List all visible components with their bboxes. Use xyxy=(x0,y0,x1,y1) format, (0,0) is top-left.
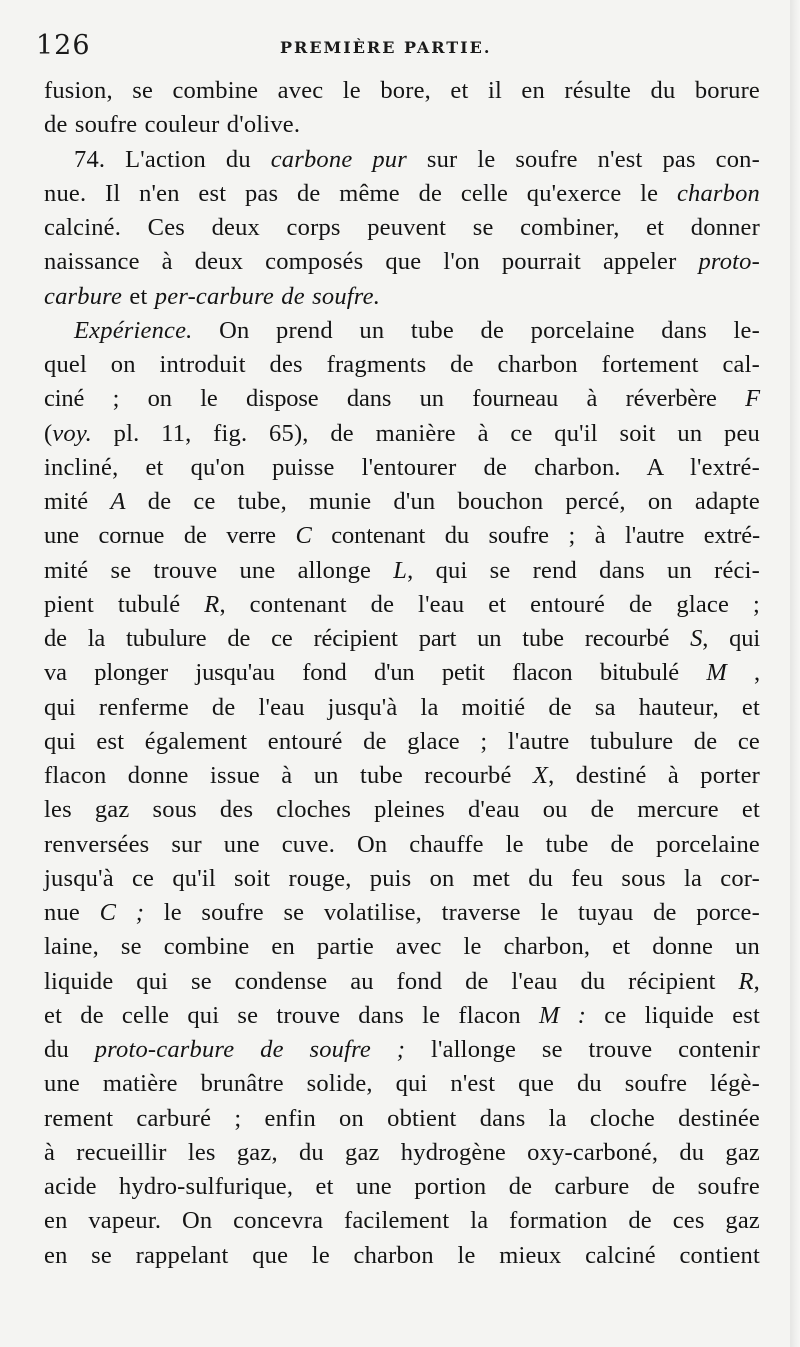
text-run: nue xyxy=(44,899,100,926)
text-run: du xyxy=(44,1036,95,1063)
italic-run: Expérience. xyxy=(74,316,193,344)
text-run: mité xyxy=(44,488,111,515)
text-line xyxy=(44,1239,760,1273)
text-line xyxy=(44,862,760,896)
text-run: acide hydro-sulfurique, et une portion de carbure de soufre xyxy=(44,1173,760,1200)
text-run: quel on introduit des fragments de charbon fortement cal- xyxy=(44,351,760,378)
text-run: et de celle qui se trouve dans le flacon xyxy=(44,1001,539,1029)
text-run: de soufre couleur d'olive. xyxy=(44,111,301,139)
text-run: laine, se combine en partie avec le charbon, et donne un xyxy=(44,933,760,961)
italic-run: X xyxy=(532,762,549,789)
text-run: les gaz sous des cloches pleines d'eau ou de mercure et xyxy=(44,796,760,824)
text-run: une cornue de verre xyxy=(44,522,296,550)
italic-run: proto- xyxy=(698,248,760,276)
text-run: , qui xyxy=(702,625,760,652)
italic-run: C ; xyxy=(99,899,145,926)
text-run: jusqu'à ce qu'il soit rouge, puis on met du feu sous la cor- xyxy=(44,864,760,892)
italic-run: L xyxy=(393,556,408,584)
text-run: mité se trouve une allonge xyxy=(44,556,394,584)
text-run: de la tubulure de ce récipient part un tube recourbé xyxy=(44,625,691,652)
text-run: de ce tube, munie d'un bouchon percé, on adapte xyxy=(125,488,760,515)
text-run: en se rappelant que le charbon le mieux calciné contient xyxy=(44,1241,760,1269)
text-run: calciné. Ces deux corps peuvent se combiner, et donner xyxy=(44,214,760,241)
text-run: 74. L'action du xyxy=(74,145,271,173)
italic-run: M xyxy=(706,659,727,687)
text-run: une matière brunâtre solide, qui n'est que du soufre légè- xyxy=(44,1070,760,1098)
text-line xyxy=(44,896,760,930)
text-line xyxy=(44,245,760,279)
text-run: , qui se rend dans un réci- xyxy=(407,556,760,584)
text-run: rement carburé ; enfin on obtient dans la cloche destinée xyxy=(44,1104,760,1132)
text-run: On prend un tube de porcelaine dans le- xyxy=(192,316,760,344)
text-line xyxy=(44,1067,760,1101)
text-run: , destiné à porter xyxy=(548,762,761,789)
text-line xyxy=(44,930,760,964)
text-line xyxy=(44,177,760,211)
italic-run: F xyxy=(745,385,760,413)
text-run: incliné, et qu'on puisse l'entourer de charbon. A l'extré- xyxy=(44,453,760,481)
running-head xyxy=(36,30,756,64)
text-run: pient tubulé xyxy=(44,590,205,618)
italic-run: R xyxy=(738,967,754,995)
italic-run: per-carbure de soufre. xyxy=(154,282,381,310)
text-run: sur le soufre n'est pas con- xyxy=(406,145,760,173)
italic-run: voy. xyxy=(52,419,92,447)
text-line xyxy=(44,588,760,622)
text-line xyxy=(44,211,760,245)
text-line xyxy=(44,656,760,690)
text-line xyxy=(44,485,760,519)
italic-run: A xyxy=(110,488,126,515)
text-line xyxy=(44,314,760,348)
text-line xyxy=(44,622,760,656)
text-line xyxy=(44,554,760,588)
text-line xyxy=(44,280,760,314)
text-run: flacon donne issue à un tube recourbé xyxy=(44,762,533,789)
italic-run: R xyxy=(204,590,220,618)
text-line xyxy=(44,348,760,382)
page-edge-shadow xyxy=(790,0,800,1347)
text-run: ciné ; on le dispose dans un fourneau à réverbère xyxy=(44,385,746,413)
italic-run: S xyxy=(690,625,703,652)
text-run: renversées sur une cuve. On chauffe le tube de porcelaine xyxy=(44,830,760,858)
italic-run: charbon xyxy=(676,179,760,207)
text-line xyxy=(44,1204,760,1238)
text-line xyxy=(44,725,760,759)
text-line xyxy=(44,965,760,999)
running-title: PREMIÈRE PARTIE. xyxy=(280,38,492,57)
text-line xyxy=(44,999,760,1033)
text-run: et xyxy=(122,282,155,310)
text-run: qui renferme de l'eau jusqu'à la moitié de sa hauteur, et xyxy=(44,693,760,721)
text-run: va plonger jusqu'au fond d'un petit flacon bitubulé xyxy=(44,659,707,687)
text-line xyxy=(44,143,760,177)
text-line xyxy=(44,691,760,725)
italic-run: carbone pur xyxy=(270,145,407,173)
italic-run: M : xyxy=(538,1001,587,1029)
text-line xyxy=(44,74,760,108)
italic-run: proto-carbure de soufre ; xyxy=(94,1036,406,1063)
text-line xyxy=(44,1136,760,1170)
text-line xyxy=(44,519,760,553)
page-number: 126 xyxy=(36,30,91,61)
text-line xyxy=(44,1170,760,1204)
text-run: qui est également entouré de glace ; l'autre tubulure de ce xyxy=(44,727,760,755)
text-run: l'allonge se trouve contenir xyxy=(405,1036,761,1063)
text-run: fusion, se combine avec le bore, et il en résulte du borure xyxy=(44,77,760,104)
italic-run: carbure xyxy=(44,282,123,310)
body-text xyxy=(44,74,760,1273)
text-run: liquide qui se condense au fond de l'eau du récipient xyxy=(44,967,739,995)
text-run: pl. 11, fig. 65), de manière à ce qu'il soit un peu xyxy=(91,419,760,447)
text-run: contenant du soufre ; à l'autre extré- xyxy=(311,522,760,550)
text-run: nue. Il n'en est pas de même de celle qu'exerce le xyxy=(44,179,677,207)
text-run: ce liquide est xyxy=(586,1001,761,1029)
text-line xyxy=(44,451,760,485)
text-line xyxy=(44,828,760,862)
text-line xyxy=(44,1102,760,1136)
text-run: , xyxy=(753,967,760,995)
text-run: naissance à deux composés que l'on pourrait appeler xyxy=(44,248,699,276)
text-run: le soufre se volatilise, traverse le tuyau de porce- xyxy=(144,899,760,926)
text-run: ( xyxy=(44,419,53,447)
text-run: , contenant de l'eau et entouré de glace ; xyxy=(219,590,760,618)
text-run: , xyxy=(726,659,761,687)
italic-run: C xyxy=(295,522,312,550)
text-line xyxy=(44,1033,760,1067)
text-run: à recueillir les gaz, du gaz hydrogène oxy-carboné, du gaz xyxy=(44,1138,760,1166)
text-line xyxy=(44,108,760,142)
text-line xyxy=(44,793,760,827)
text-line xyxy=(44,382,760,416)
text-line xyxy=(44,759,760,793)
text-line xyxy=(44,417,760,451)
text-run: en vapeur. On concevra facilement la formation de ces gaz xyxy=(44,1207,760,1235)
